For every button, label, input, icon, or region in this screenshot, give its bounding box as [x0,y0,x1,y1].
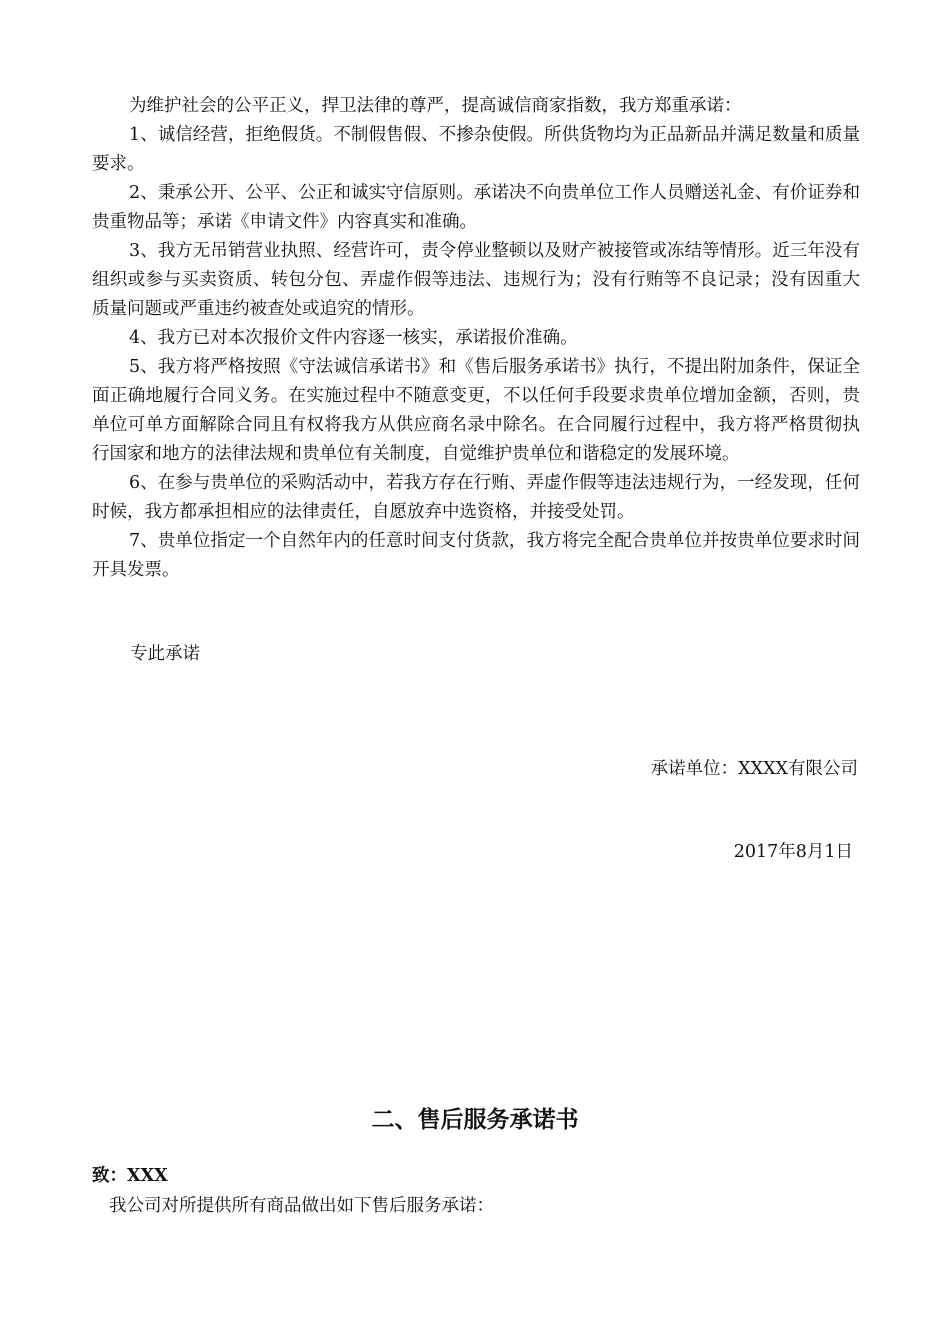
commitment-item-2: 2、秉承公开、公平、公正和诚实守信原则。承诺决不向贵单位工作人员赠送礼金、有价证券和贵重物品等；承诺《申请文件》内容真实和准确。 [92,183,860,232]
commitment-item-1: 1、诚信经营，拒绝假货。不制假售假、不掺杂使假。所供货物均为正品新品并满足数量和质量要求。 [92,125,860,174]
commitment-item-5: 5、我方将严格按照《守法诚信承诺书》和《售后服务承诺书》执行，不提出附加条件，保证全面正确地履行合同义务。在实施过程中不随意变更，不以任何手段要求贵单位增加金额，否则，贵单位可单方面解除合同且有权将我方从供应商名录中除名。在合同履行过程中，我方将严格贯彻执行国家和地方的法律法规和贵单位有关制度，自觉维护贵单位和谐稳定的发展环境。 [92,357,860,464]
signer-line: 承诺单位：XXXX有限公司 [650,759,858,779]
section-title: 二、售后服务承诺书 [371,1107,579,1133]
after-sales-intro: 我公司对所提供所有商品做出如下售后服务承诺： [109,1196,494,1216]
addressee-line: 致：XXX [92,1166,168,1186]
closing-statement: 专此承诺 [130,644,200,664]
commitment-body [92,92,860,585]
commitment-item-3: 3、我方无吊销营业执照、经营许可，责令停业整顿以及财产被接管或冻结等情形。近三年没有组织或参与买卖资质、转包分包、弄虚作假等违法、违规行为；没有行贿等不良记录；没有因重大质量问题或严重违约被查处或追究的情形。 [92,241,860,319]
signature-date: 2017年8月1日 [733,842,853,862]
commitment-item-7: 7、贵单位指定一个自然年内的任意时间支付货款，我方将完全配合贵单位并按贵单位要求时间开具发票。 [92,531,860,580]
commitment-item-4: 4、我方已对本次报价文件内容逐一核实，承诺报价准确。 [129,328,578,348]
commitment-intro-paragraph: 为维护社会的公平正义，捍卫法律的尊严，提高诚信商家指数，我方郑重承诺： [129,96,742,116]
commitment-item-6: 6、在参与贵单位的采购活动中，若我方存在行贿、弄虚作假等违法违规行为，一经发现，任何时候，我方都承担相应的法律责任，自愿放弃中选资格，并接受处罚。 [92,473,860,522]
